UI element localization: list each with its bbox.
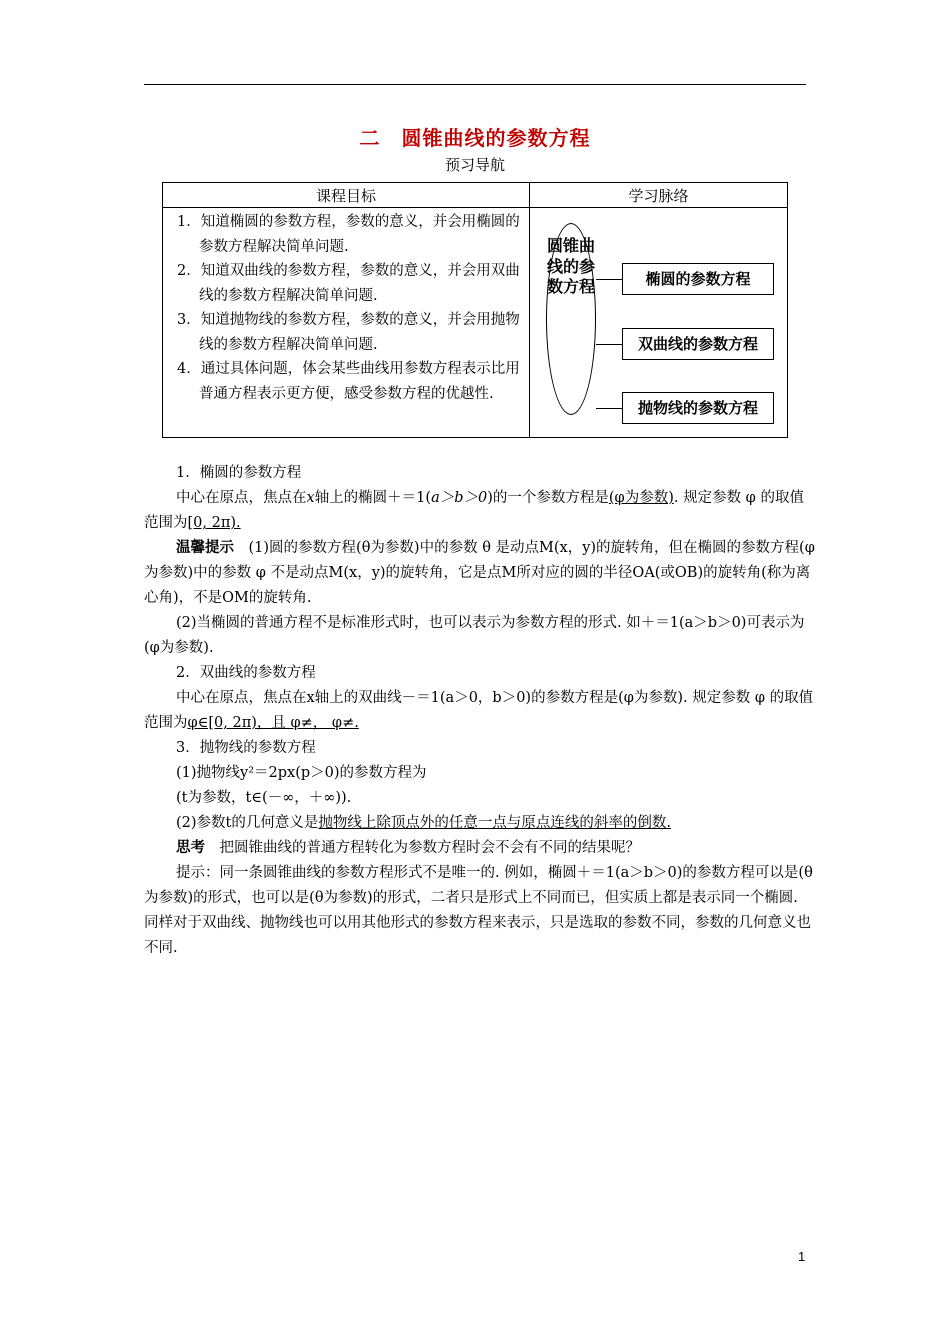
section-subtitle: 预习导航 xyxy=(444,156,505,174)
connector-line xyxy=(596,408,622,409)
parabola-heading: 3．抛物线的参数方程 xyxy=(176,740,316,756)
goal-item: 2．知道双曲线的参数方程，参数的意义，并会用双曲线的参数方程解决简单问题. xyxy=(177,263,520,304)
answer-blank: φ∈[0, 2π)，且 φ≠， φ≠. xyxy=(187,715,359,731)
page-title: 二 圆锥曲线的参数方程 xyxy=(359,126,591,150)
page-number: 1 xyxy=(798,1249,806,1264)
hyperbola-heading: 2．双曲线的参数方程 xyxy=(176,665,316,681)
context-header: 学习脉络 xyxy=(530,183,788,208)
goals-cell xyxy=(163,208,530,438)
ellipse-paragraph: 中心在原点，焦点在x轴上的椭圆＋＝1(a＞b＞0)的一个参数方程是(φ为参数). 规定参数 φ 的取值范围为[0, 2π). xyxy=(144,490,804,531)
content-body xyxy=(144,461,816,961)
hyperbola-paragraph: 中心在原点，焦点在x轴上的双曲线－＝1(a＞0，b＞0)的参数方程是(φ为参数). 规定参数 φ 的取值范围为φ∈[0, 2π)，且 φ≠， φ≠. xyxy=(144,690,814,731)
think-answer: 提示：同一条圆锥曲线的参数方程形式不是唯一的. 例如，椭圆＋＝1(a＞b＞0)的参数方程可以是(θ为参数)的形式，也可以是(θ为参数)的形式，二者只是形式上不同而已，但实质上都是表示同一个椭圆. 同样对于双曲线、抛物线也可以用其他形式的参数方程来表示，只是选取的参数不同，参数的几何意义也不同. xyxy=(144,865,813,956)
answer-blank: [0, 2π). xyxy=(187,515,241,531)
tip-paragraph-2: (2)当椭圆的普通方程不是标准形式时，也可以表示为参数方程的形式. 如＋＝1(a＞b＞0)可表示为(φ为参数). xyxy=(144,615,805,656)
tip-label: 温馨提示 xyxy=(176,540,234,556)
concept-diagram xyxy=(530,208,788,438)
ellipse-heading: 1．椭圆的参数方程 xyxy=(176,465,302,481)
connector-line xyxy=(596,344,622,345)
think-question: 思考 把圆锥曲线的普通方程转化为参数方程时会不会有不同的结果呢？ xyxy=(176,840,640,856)
think-label: 思考 xyxy=(176,840,205,856)
answer-blank: (φ为参数) xyxy=(608,490,674,506)
branch-hyperbola-box: 双曲线的参数方程 xyxy=(622,328,774,360)
header-rule xyxy=(144,84,806,85)
connector-line xyxy=(596,279,622,280)
goal-item: 3．知道抛物线的参数方程，参数的意义，并会用抛物线的参数方程解决简单问题. xyxy=(177,312,520,353)
goal-item: 1．知道椭圆的参数方程，参数的意义，并会用椭圆的参数方程解决简单问题. xyxy=(177,214,520,255)
tip-paragraph: 温馨提示 (1)圆的参数方程(θ为参数)中的参数 θ 是动点M(x，y)的旋转角，但在椭圆的参数方程(φ为参数)中的参数 φ 不是动点M(x，y)的旋转角，它是点M所对应的圆的半径OA(或OB)的旋转角(称为离心角)，不是OM的旋转角. xyxy=(144,540,815,606)
branch-parabola-box: 抛物线的参数方程 xyxy=(622,392,774,424)
preview-table xyxy=(162,182,788,438)
parabola-line-3: (2)参数t的几何意义是抛物线上除顶点外的任意一点与原点连线的斜率的倒数. xyxy=(176,815,671,831)
goals-header: 课程目标 xyxy=(163,183,530,208)
parabola-line-1: (1)抛物线y²＝2px(p＞0)的参数方程为 xyxy=(176,765,427,781)
parabola-line-2: (t为参数，t∈(－∞，＋∞)). xyxy=(176,790,352,806)
goal-item: 4．通过具体问题，体会某些曲线用参数方程表示比用普通方程表示更方便，感受参数方程的优越性. xyxy=(177,361,520,402)
answer-blank: 抛物线上除顶点外的任意一点与原点连线的斜率的倒数. xyxy=(318,815,671,831)
branch-ellipse-box: 椭圆的参数方程 xyxy=(622,263,774,295)
root-label: 圆锥曲线的参数方程 xyxy=(546,236,595,296)
